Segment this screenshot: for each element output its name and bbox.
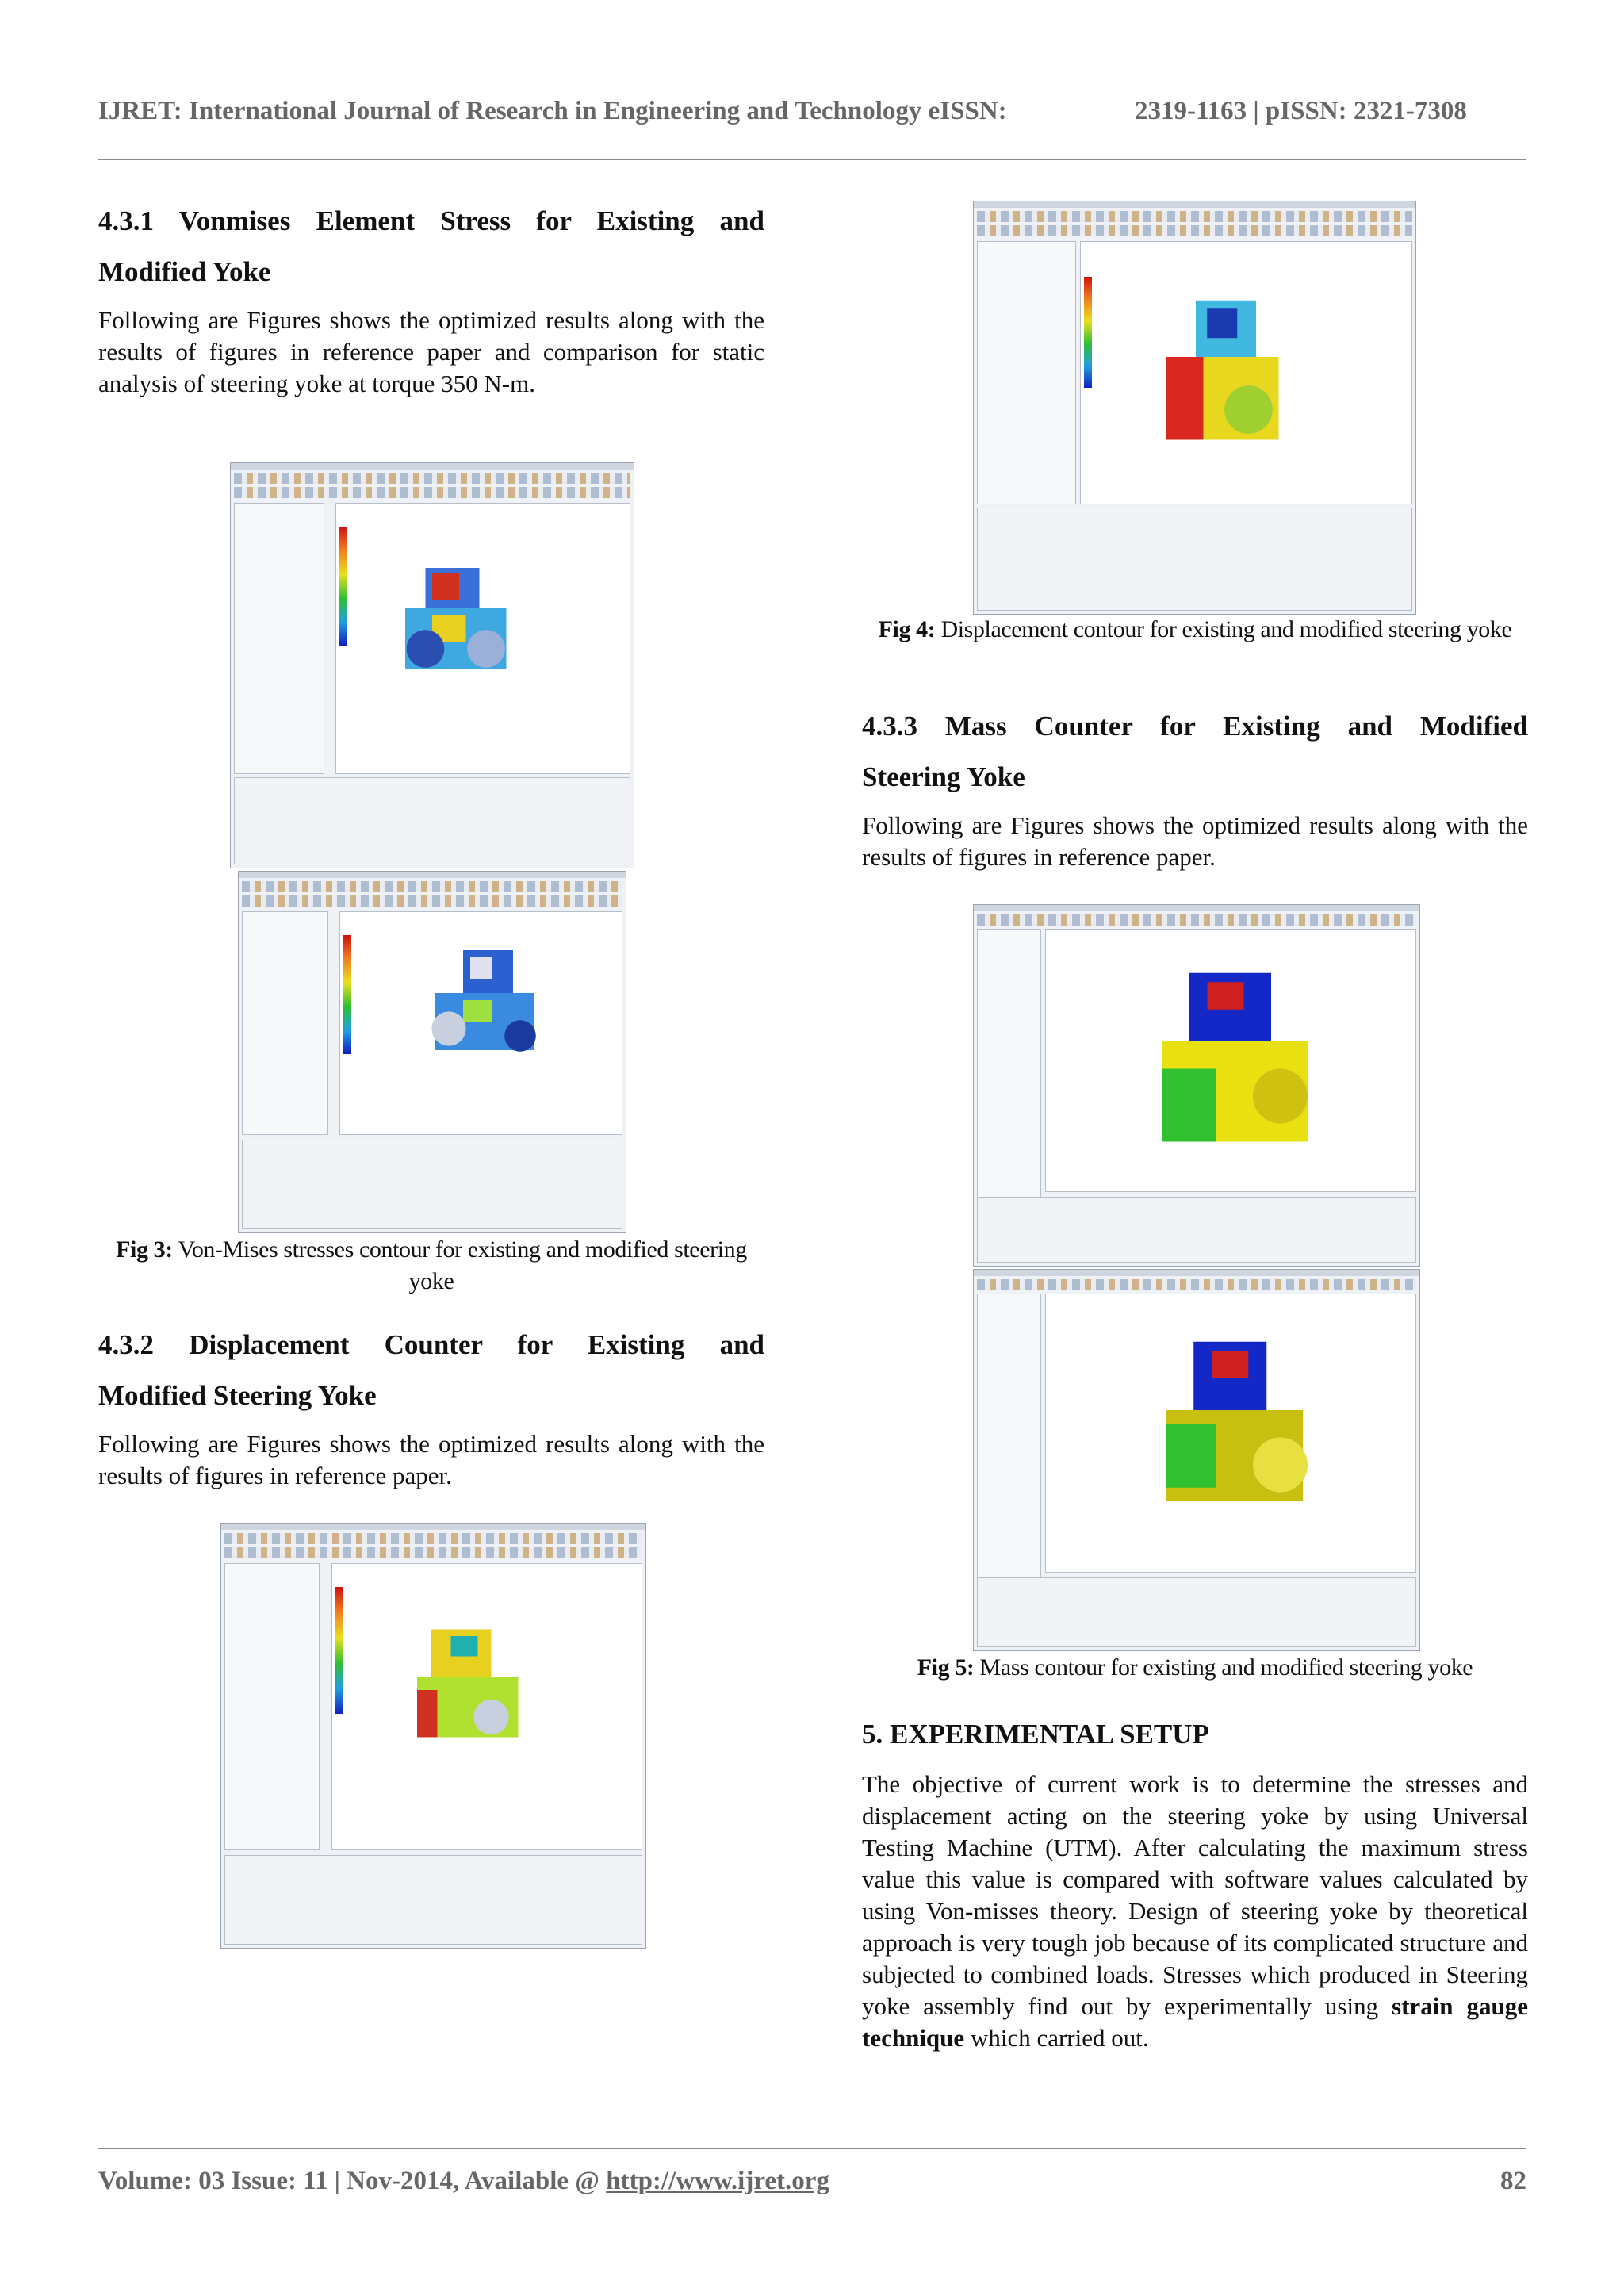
section-4-3-2-body: Following are Figures shows the optimized results along with the results of figures in reference paper. <box>98 1430 764 1489</box>
section-4-3-1-title-line1: 4.3.1 Vonmises Element Stress for Existing and <box>98 205 764 236</box>
fig3-existing-stress-screenshot <box>230 462 634 868</box>
fig3-caption <box>98 1234 764 1297</box>
footer-link[interactable]: http://www.ijret.org <box>606 2167 829 2195</box>
page-number: 82 <box>1500 2167 1526 2195</box>
section-4-3-3-title-line1: 4.3.3 Mass Counter for Existing and Modified <box>862 711 1528 742</box>
section-4-3-1-body: Following are Figures shows the optimized results along with the results of figures in reference paper and comparison for static analysis of steering yoke at torque 350 N-m. <box>98 306 764 397</box>
running-header <box>98 97 1467 126</box>
fig5-label: Fig 5: <box>917 1654 975 1681</box>
issn: 2319-1163 | pISSN: 2321-7308 <box>1135 97 1467 125</box>
footer <box>98 2167 829 2196</box>
section-5-title: 5. EXPERIMENTAL SETUP <box>862 1719 1209 1750</box>
fig3-text: Von-Mises stresses contour for existing and modified steering yoke <box>178 1236 747 1294</box>
header-rule <box>98 159 1526 160</box>
fig4-label: Fig 4: <box>878 616 936 642</box>
section-4-3-1-title-line2: Modified Yoke <box>98 256 271 287</box>
section-4-3-3-title-line2: Steering Yoke <box>862 761 1025 792</box>
footer-rule <box>98 2148 1526 2149</box>
fig3-label: Fig 3: <box>116 1236 173 1263</box>
section-5-body-text: The objective of current work is to determine the stresses and displacement acting on the steering yoke by using Universal Testing Machine (UTM). After calculating the maximum stress value this value is compared with software values calculated by using Von-misses theory. Design of steering yoke by theoretical approach is very tough job because of its complicated structure and subjected to combined loads. Stresses which produced in Steering yoke assembly find out by experimentally using <box>862 1770 1528 2020</box>
journal-title: IJRET: International Journal of Research in Engineering and Technology eISSN: <box>98 97 1007 125</box>
section-5-body <box>862 1769 1528 2054</box>
section-5-body-end: which carried out. <box>970 2024 1149 2052</box>
fig5-caption <box>862 1652 1528 1684</box>
fig3-modified-stress-screenshot <box>238 871 626 1233</box>
fig4-text: Displacement contour for existing and modified steering yoke <box>940 616 1512 642</box>
strain-gauge-term: strain gauge technique <box>862 1992 1529 2052</box>
fig5-existing-mass-screenshot <box>973 904 1420 1267</box>
fig5-modified-mass-screenshot <box>973 1269 1420 1651</box>
footer-volume: Volume: 03 Issue: 11 | Nov-2014, Available @ <box>98 2167 599 2195</box>
fig4-displacement-screenshot <box>973 201 1416 615</box>
section-4-3-3-body: Following are Figures shows the optimized results along with the results of figures in reference paper. <box>862 811 1528 871</box>
section-4-3-2-title-line2: Modified Steering Yoke <box>98 1380 377 1411</box>
section-4-3-2-title-line1: 4.3.2 Displacement Counter for Existing and <box>98 1329 764 1360</box>
fig5-text: Mass contour for existing and modified steering yoke <box>979 1654 1473 1681</box>
displacement-existing-screenshot <box>220 1523 646 1949</box>
fig4-caption <box>862 614 1528 646</box>
